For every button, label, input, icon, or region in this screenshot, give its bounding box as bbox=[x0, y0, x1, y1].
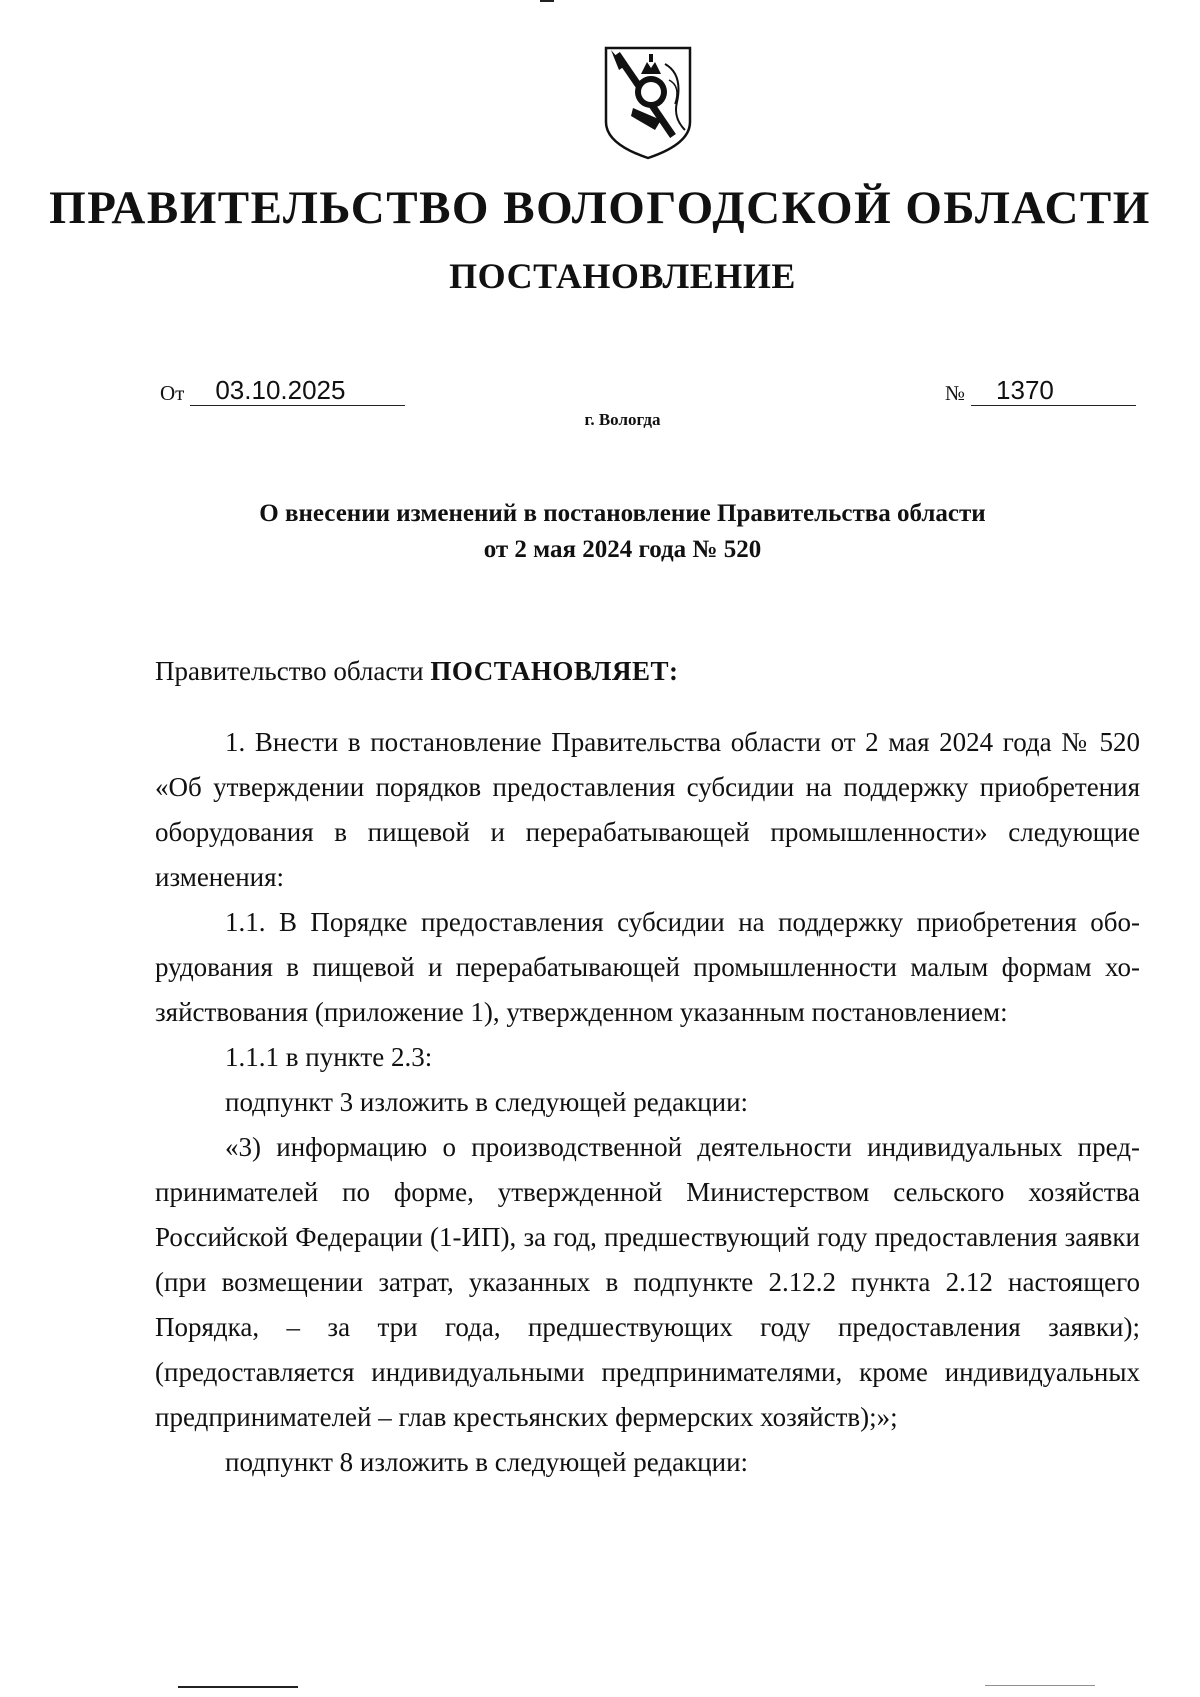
preamble bbox=[155, 656, 678, 687]
government-title: ПРАВИТЕЛЬСТВО ВОЛОГОДСКОЙ ОБЛАСТИ bbox=[49, 182, 1151, 234]
subject-heading bbox=[0, 496, 1200, 568]
preamble-bold: ПОСТАНОВЛЯЕТ: bbox=[430, 656, 679, 686]
paragraph: подпункт 8 изложить в следующей редакции: bbox=[225, 1447, 749, 1477]
number-row bbox=[945, 375, 1136, 406]
preamble-text: Правительство области bbox=[155, 656, 431, 686]
paragraph: 1.1.1 в пункте 2.3: bbox=[225, 1042, 433, 1072]
city: г. Вологда bbox=[584, 410, 661, 429]
date-row bbox=[160, 375, 405, 406]
paragraph: 1. Внести в постановление Правительства области от 2 мая 2024 года № 520 «Об утверждении порядков предоставления субсидии на поддержку приобретения оборудования в пищевой и перерабатывающей промышленности» следующие изменения: bbox=[155, 727, 1140, 892]
document-type: ПОСТАНОВЛЕНИЕ bbox=[449, 256, 796, 296]
scan-artifact bbox=[178, 1686, 298, 1688]
date-prefix: От bbox=[160, 381, 185, 405]
document-date: 03.10.2025 bbox=[190, 375, 405, 406]
scan-artifact bbox=[985, 1685, 1095, 1686]
paragraph: 1.1. В Порядке предоставления субсидии на поддержку приобретения оборудования в пищевой и перерабатывающей промышленности малым формам хозяйствования (приложение 1), утвержденном указанным постановлением: bbox=[155, 907, 1140, 1027]
vologda-coat-of-arms-icon bbox=[603, 44, 693, 160]
subject-line: от 2 мая 2024 года № 520 bbox=[483, 536, 762, 563]
scan-artifact bbox=[540, 0, 554, 2]
document-number: 1370 bbox=[971, 375, 1136, 406]
document-body bbox=[155, 720, 1140, 1485]
paragraph: подпункт 3 изложить в следующей редакции: bbox=[225, 1087, 749, 1117]
subject-line: О внесении изменений в постановление Правительства области bbox=[259, 500, 986, 527]
paragraph: «3) информацию о производственной деятельности индивидуальных предпринимателей по форме, утвержденной Министерством сельского хозяйства Российской Федерации (1-ИП), за год, предшествующий году предоставления заявки (при возмещении затрат, указанных в подпункте 2.12.2 пункта 2.12 настоящего Порядка, – за три года, предшествующих году предоставления заявки); (предоставляется индивидуальными предпринимателями, кроме индивидуальных предпринимателей – глав крестьянских фермерских хозяйств);»; bbox=[155, 1132, 1140, 1432]
number-prefix: № bbox=[945, 381, 966, 405]
